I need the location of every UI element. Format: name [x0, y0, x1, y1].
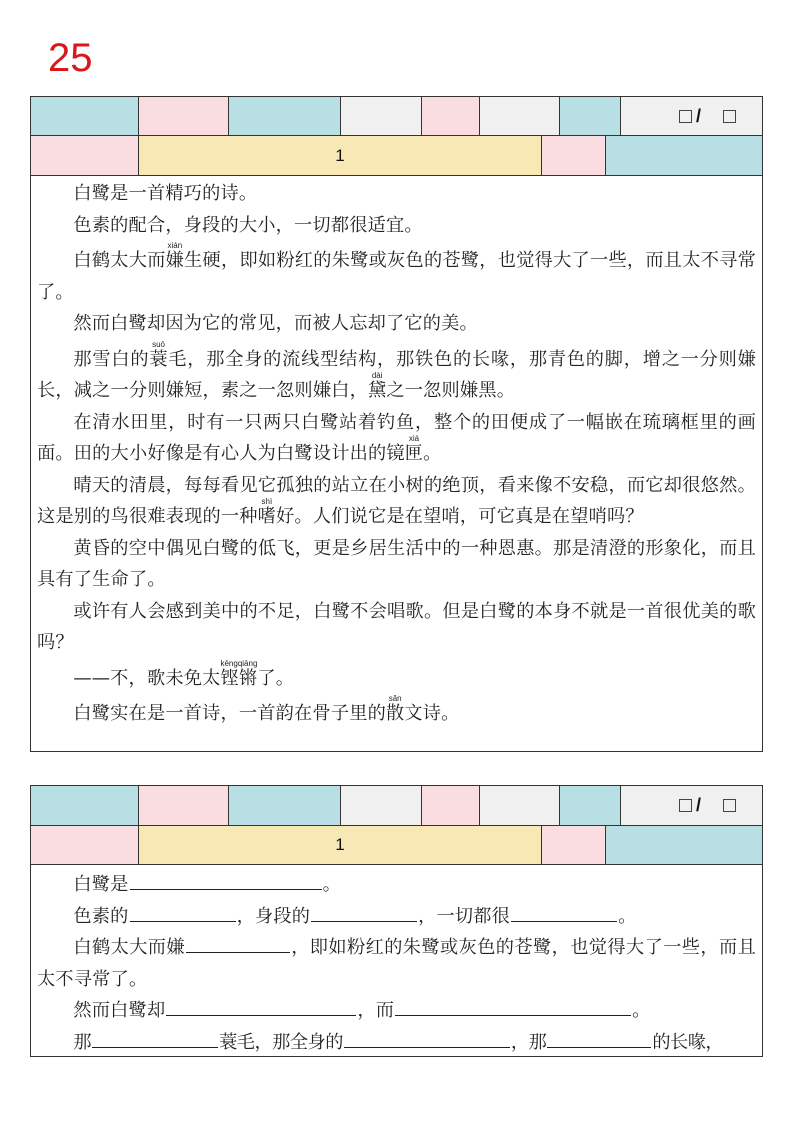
header-row-1: [31, 786, 762, 826]
header-cell: [139, 97, 229, 135]
answer-blank[interactable]: [511, 901, 617, 922]
checkbox-empty-icon[interactable]: [679, 799, 692, 812]
page-number: 25: [48, 36, 93, 80]
paragraph: 色素的配合，身段的大小，一切都很适宜。: [73, 214, 423, 236]
paragraph: 白鹭实在是一首诗，一首韵在骨子里的散sǎn文诗。: [73, 694, 460, 724]
header-cell: [542, 826, 606, 864]
answer-blank[interactable]: [130, 869, 322, 890]
answer-blank[interactable]: [547, 1027, 651, 1048]
header-cell: [31, 136, 139, 175]
answer-blank[interactable]: [344, 1027, 510, 1048]
slash-separator: /: [695, 795, 701, 815]
header-cell: [542, 136, 606, 175]
header-cell: [229, 786, 341, 825]
slash-separator: /: [695, 105, 701, 126]
answer-blank[interactable]: [311, 901, 417, 922]
completion-checkbox-cell: [621, 97, 762, 135]
checkbox-empty-icon[interactable]: [723, 799, 736, 812]
paragraph: 白鹭是一首精巧的诗。: [73, 183, 258, 204]
header-cell: [480, 97, 560, 135]
header-cell: [560, 786, 621, 825]
fill-line: 然而白鹭却 ，而 。: [37, 995, 756, 1027]
header-cell: [422, 786, 480, 825]
paragraph: 晴天的清晨，每每看见它孤独的站立在小树的绝顶，看来像不安稳，而它却很悠然。这是别的鸟很难表现的一种嗜shì好。人们说它是在望哨，可它真是在望哨吗？: [37, 474, 756, 527]
completion-checkbox-cell: [621, 786, 762, 825]
fill-line: 色素的 ，身段的 ，一切都很 。: [37, 901, 756, 933]
pinyin-annotation: 散sǎn: [385, 694, 405, 724]
header-cell: [31, 826, 139, 864]
header-cell: [31, 97, 139, 135]
header-cell: [422, 97, 480, 135]
pinyin-annotation: 嫌xián: [165, 241, 185, 271]
header-title-cell: 1: [139, 136, 542, 175]
header-cell: [606, 826, 762, 864]
header-row-1: [31, 97, 762, 136]
paragraph: 那雪白的蓑suō毛，那全身的流线型结构，那铁色的长喙，那青色的脚，增之一分则嫌长，减之一分则嫌短，素之一忽则嫌白，黛dài之一忽则嫌黑。: [37, 339, 757, 401]
answer-blank[interactable]: [395, 995, 631, 1016]
fill-line: 白鹭是 。: [37, 869, 756, 901]
fill-in-text: [31, 865, 762, 1058]
pinyin-annotation: 嗜shì: [257, 497, 277, 527]
paragraph: 然而白鹭却因为它的常见，而被人忘却了它的美。: [73, 313, 478, 334]
header-cell: [606, 136, 762, 175]
checkbox-empty-icon[interactable]: [723, 110, 736, 123]
pinyin-annotation: 匣xiá: [404, 434, 424, 464]
header-row-2: [31, 826, 762, 865]
paragraph: ——不，歌未免太铿锵kēngqiāng了。: [73, 658, 295, 689]
header-cell: [139, 786, 229, 825]
header-cell: [229, 97, 341, 135]
fill-line: 白鹤太大而嫌 ，即如粉红的朱鹭或灰色的苍鹭，也觉得大了一些，而且太不寻常了。: [37, 932, 756, 995]
answer-blank[interactable]: [186, 932, 290, 953]
header-cell: [341, 786, 422, 825]
fill-line: 那 蓑毛，那全身的 ，那 的长喙，: [37, 1027, 756, 1059]
answer-blank[interactable]: [130, 901, 236, 922]
checkbox-empty-icon[interactable]: [679, 110, 692, 123]
answer-blank[interactable]: [166, 995, 356, 1016]
pinyin-annotation: 蓑suō: [149, 339, 169, 370]
header-cell: [31, 786, 139, 825]
paragraph: 白鹤太大而嫌xián生硬，即如粉红的朱鹭或灰色的苍鹭，也觉得大了一些，而且太不寻常了。: [37, 241, 756, 303]
header-cell: [480, 786, 560, 825]
header-cell: [560, 97, 621, 135]
passage-text: [31, 176, 762, 730]
paragraph: 在清水田里，时有一只两只白鹭站着钓鱼，整个的田便成了一幅嵌在琉璃框里的画面。田的大小好像是有心人为白鹭设计出的镜匣xiá。: [37, 411, 756, 464]
pinyin-annotation: 黛dài: [367, 371, 387, 401]
section-reading: [30, 96, 763, 752]
paragraph: 黄昏的空中偶见白鹭的低飞，更是乡居生活中的一种恩惠。那是清澄的形象化，而且具有了生命了。: [37, 537, 756, 590]
answer-blank[interactable]: [92, 1027, 218, 1048]
section-fill-in: [30, 785, 763, 1057]
header-title-cell: 1: [139, 826, 542, 864]
paragraph: 或许有人会感到美中的不足，白鹭不会唱歌。但是白鹭的本身不就是一首很优美的歌吗？: [37, 600, 756, 653]
pinyin-annotation: 铿锵kēngqiāng: [220, 658, 258, 689]
header-cell: [341, 97, 422, 135]
header-row-2: [31, 136, 762, 176]
